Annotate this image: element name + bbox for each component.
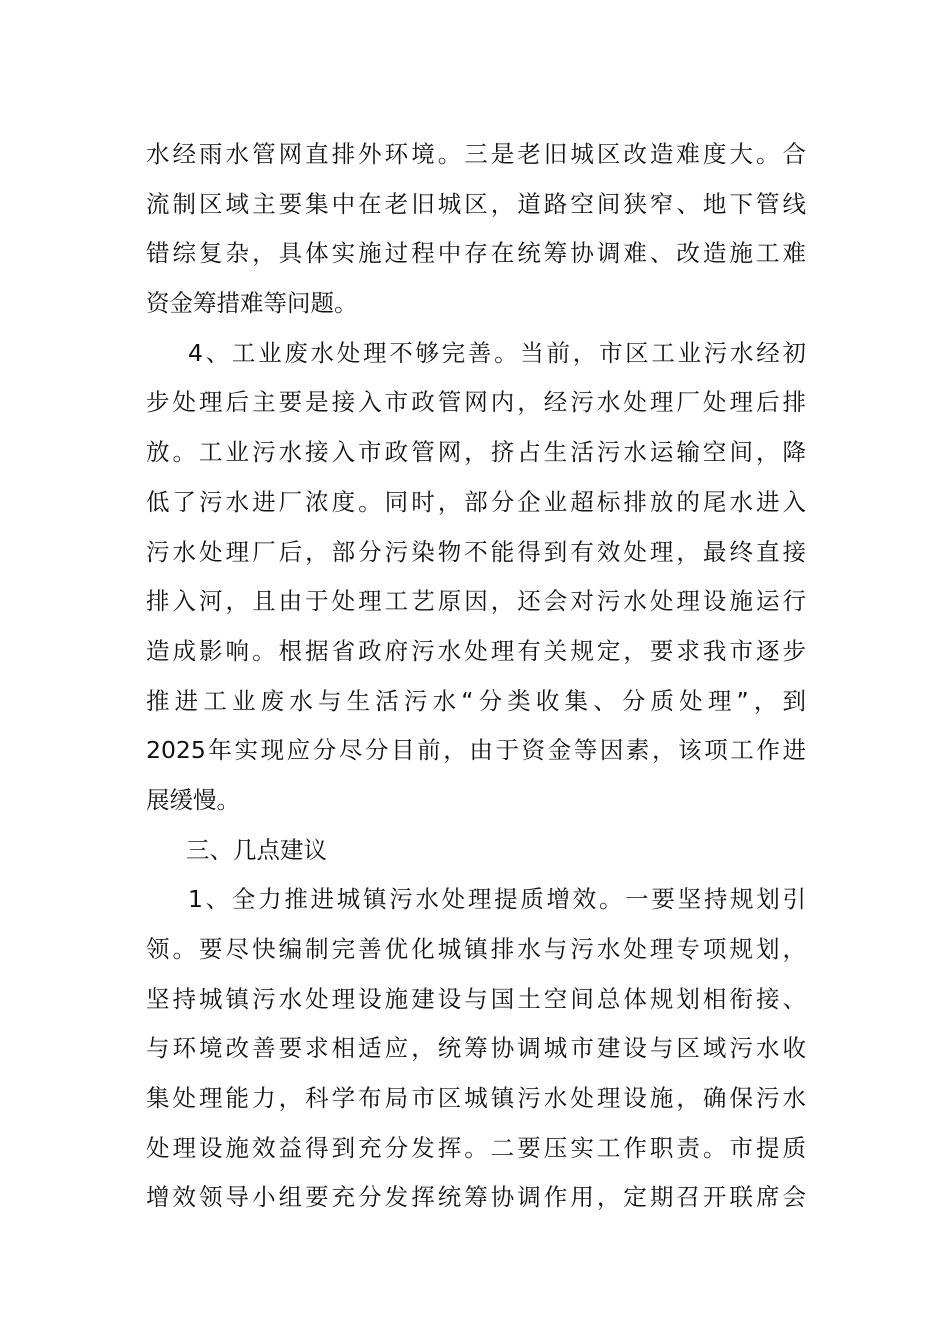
text-line: 集处理能力，科学布局市区城镇污水处理设施，确保污水 <box>146 1084 806 1113</box>
text-line: 1、全力推进城镇污水处理提质增效。一要坚持规划引 <box>188 885 806 914</box>
text-line: 推进工业废水与生活污水“分类收集、分质处理”，到 <box>146 686 806 715</box>
text-line: 与环境改善要求相适应，统筹协调城市建设与区域污水收 <box>146 1034 806 1063</box>
text-line: 低了污水进厂浓度。同时，部分企业超标排放的尾水进入 <box>146 487 806 516</box>
text-line: 水经雨水管网直排外环境。三是老旧城区改造难度大。合 <box>146 140 806 168</box>
text-line: 坚持城镇污水处理设施建设与国土空间总体规划相衔接、 <box>146 984 806 1013</box>
text-line: 资金筹措难等问题。 <box>146 289 358 318</box>
text-line: 领。要尽快编制完善优化城镇排水与污水处理专项规划， <box>146 935 806 963</box>
text-line: 错综复杂，具体实施过程中存在统筹协调难、改造施工难 <box>146 239 806 268</box>
text-line: 造成影响。根据省政府污水处理有关规定，要求我市逐步 <box>146 636 806 665</box>
text-line: 放。工业污水接入市政管网，挤占生活污水运输空间，降 <box>146 438 806 467</box>
text-line: 处理设施效益得到充分发挥。二要压实工作职责。市提质 <box>146 1133 806 1162</box>
text-line: 流制区域主要集中在老旧城区，道路空间狭窄、地下管线 <box>146 189 806 218</box>
text-line: 4、工业废水处理不够完善。当前，市区工业污水经初 <box>188 338 806 367</box>
text-line: 步处理后主要是接入市政管网内，经污水处理厂处理后排 <box>146 388 806 417</box>
text-line: 2025年实现应分尽分目前，由于资金等因素，该项工作进 <box>146 736 806 765</box>
section-heading: 三、几点建议 <box>186 835 327 864</box>
text-line: 污水处理厂后，部分污染物不能得到有效处理，最终直接 <box>146 537 806 566</box>
text-line: 展缓慢。 <box>146 785 240 814</box>
text-line: 增效领导小组要充分发挥统筹协调作用，定期召开联席会 <box>146 1183 806 1212</box>
body-text <box>146 130 806 1223</box>
text-line: 排入河，且由于处理工艺原因，还会对污水处理设施运行 <box>146 587 806 616</box>
